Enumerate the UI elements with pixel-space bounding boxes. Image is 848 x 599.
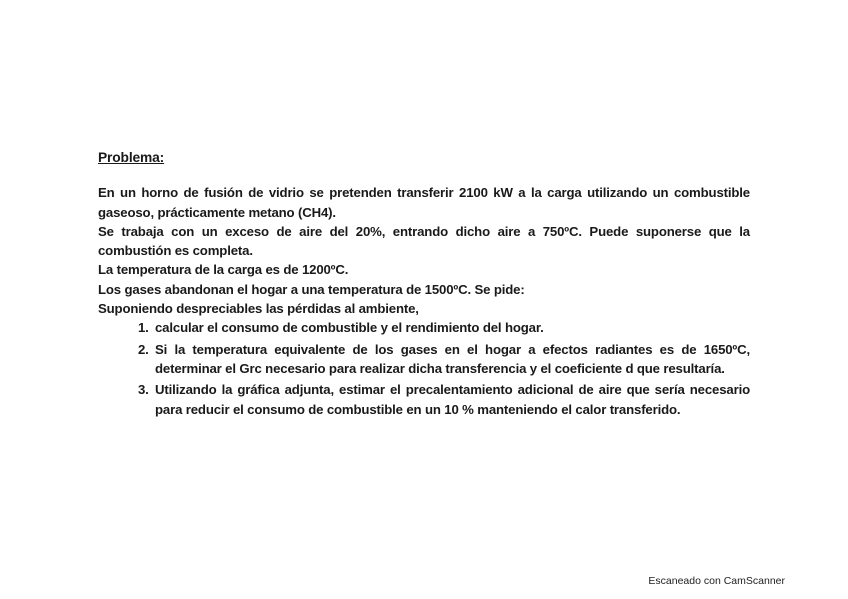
- list-item-text: Si la temperatura equivalente de los gases en el hogar a efectos radiantes es de 1650ºC, determinar el Grc necesario para realizar dicha transferencia y el coeficiente d que resultaría.: [155, 341, 750, 376]
- list-item: [98, 340, 750, 379]
- question-list: [98, 318, 750, 418]
- paragraph-assumption: Suponiendo despreciables las pérdidas al ambiente,: [98, 301, 419, 317]
- camscanner-watermark: Escaneado con CamScanner: [648, 575, 785, 587]
- list-item-number: 3.: [138, 382, 149, 398]
- paragraph-load-temperature: La temperatura de la carga es de 1200ºC.: [98, 262, 349, 278]
- list-item: [98, 380, 750, 419]
- paragraph-air-excess: Se trabaja con un exceso de aire del 20%, entrando dicho aire a 750ºC. Puede suponerse que la combustión es completa.: [98, 223, 750, 259]
- paragraph-gas-temperature: Los gases abandonan el hogar a una temperatura de 1500ºC. Se pide:: [98, 281, 525, 297]
- problem-document: [98, 148, 750, 421]
- list-item: [98, 318, 750, 337]
- list-item-number: 1.: [138, 320, 149, 336]
- problem-heading: Problema:: [98, 150, 165, 165]
- list-item-number: 2.: [138, 341, 149, 357]
- paragraph-intro: En un horno de fusión de vidrio se pretenden transferir 2100 kW a la carga utilizando un combustible gaseoso, prácticamente metano (CH4).: [98, 185, 750, 220]
- list-item-text: Utilizando la gráfica adjunta, estimar el precalentamiento adicional de aire que sería necesario para reducir el consumo de combustible en un 10 % manteniendo el calor transferido.: [155, 382, 750, 417]
- list-item-text: calcular el consumo de combustible y el rendimiento del hogar.: [155, 320, 544, 336]
